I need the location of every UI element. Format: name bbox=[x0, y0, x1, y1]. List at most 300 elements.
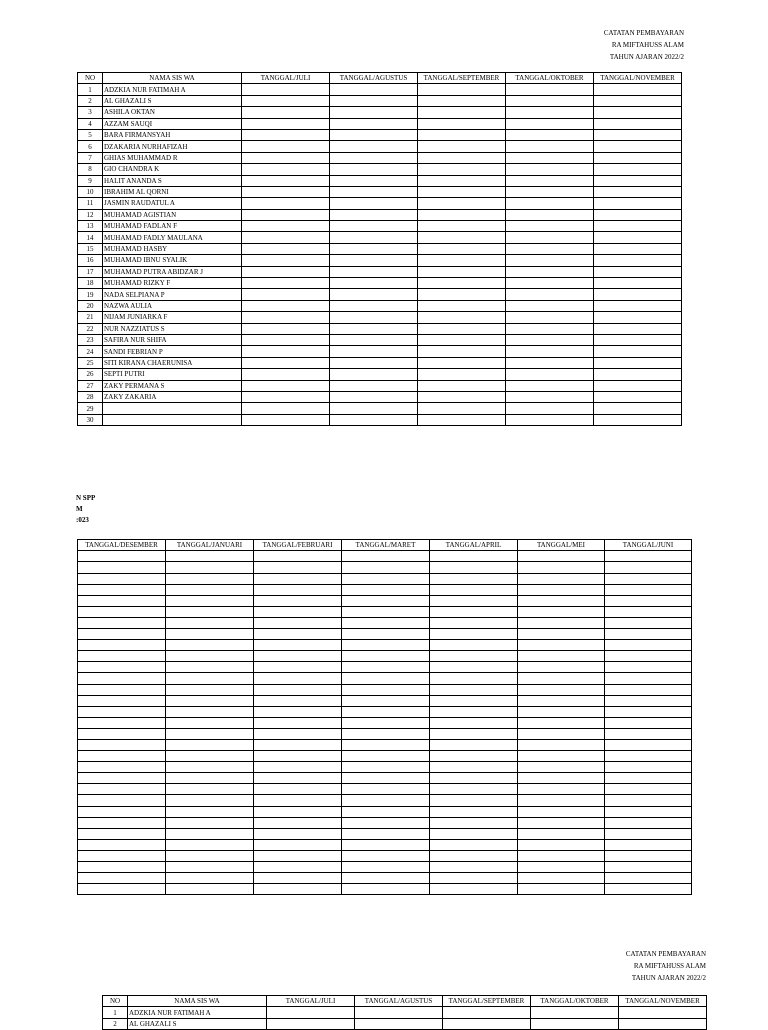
payment-cell bbox=[418, 357, 506, 368]
column-header: TANGGAL/NOVEMBER bbox=[619, 996, 707, 1007]
payment-cell bbox=[594, 84, 682, 95]
row-number: 25 bbox=[78, 357, 103, 368]
payment-cell bbox=[418, 141, 506, 152]
row-number: 13 bbox=[78, 221, 103, 232]
payment-cell bbox=[430, 795, 518, 806]
column-header: TANGGAL/JULI bbox=[267, 996, 355, 1007]
payment-cell bbox=[330, 209, 418, 220]
payment-cell bbox=[166, 773, 254, 784]
table-row bbox=[78, 728, 692, 739]
payment-cell bbox=[342, 873, 430, 884]
payment-cell bbox=[330, 357, 418, 368]
payment-cell bbox=[506, 118, 594, 129]
payment-cell bbox=[418, 129, 506, 140]
table-row bbox=[78, 175, 682, 186]
payment-cell bbox=[594, 346, 682, 357]
payment-cell bbox=[518, 873, 605, 884]
payment-cell bbox=[506, 141, 594, 152]
row-number: 24 bbox=[78, 346, 103, 357]
payment-cell bbox=[430, 662, 518, 673]
header-year-2: TAHUN AJARAN 2022/2 bbox=[631, 974, 706, 982]
payment-cell bbox=[518, 651, 605, 662]
payment-cell bbox=[166, 673, 254, 684]
column-header: TANGGAL/FEBRUARI bbox=[254, 540, 342, 551]
payment-cell bbox=[518, 850, 605, 861]
payment-cell bbox=[166, 617, 254, 628]
payment-cell bbox=[242, 334, 330, 345]
payment-cell bbox=[254, 739, 342, 750]
column-header: NO bbox=[78, 73, 103, 84]
header-title-2: CATATAN PEMBAYARAN bbox=[625, 950, 706, 958]
payment-cell bbox=[518, 773, 605, 784]
payment-cell bbox=[430, 573, 518, 584]
payment-cell bbox=[594, 141, 682, 152]
payment-cell bbox=[78, 673, 166, 684]
payment-cell bbox=[242, 243, 330, 254]
payment-cell bbox=[242, 198, 330, 209]
payment-cell bbox=[430, 562, 518, 573]
payment-cell bbox=[518, 739, 605, 750]
payment-cell bbox=[518, 640, 605, 651]
payment-cell bbox=[518, 751, 605, 762]
student-name: MUHAMAD RIZKY F bbox=[103, 278, 242, 289]
payment-cell bbox=[506, 243, 594, 254]
row-number: 1 bbox=[103, 1007, 128, 1018]
table-row bbox=[78, 595, 692, 606]
table-row bbox=[78, 129, 682, 140]
student-name: MUHAMAD IBNU SYALIK bbox=[103, 255, 242, 266]
payment-cell bbox=[418, 346, 506, 357]
payment-cell bbox=[166, 629, 254, 640]
payment-cell bbox=[330, 255, 418, 266]
payment-table-1 bbox=[77, 72, 682, 426]
payment-cell bbox=[342, 817, 430, 828]
payment-cell bbox=[594, 198, 682, 209]
payment-cell bbox=[506, 380, 594, 391]
payment-cell bbox=[605, 728, 692, 739]
payment-cell bbox=[78, 850, 166, 861]
payment-cell bbox=[518, 817, 605, 828]
payment-cell bbox=[506, 152, 594, 163]
payment-cell bbox=[342, 739, 430, 750]
table-row bbox=[78, 839, 692, 850]
payment-table-3 bbox=[102, 995, 707, 1030]
payment-cell bbox=[166, 751, 254, 762]
payment-cell bbox=[254, 562, 342, 573]
table-row bbox=[78, 357, 682, 368]
payment-cell bbox=[418, 414, 506, 425]
payment-cell bbox=[342, 551, 430, 562]
row-number: 12 bbox=[78, 209, 103, 220]
table-row bbox=[78, 369, 682, 380]
payment-cell bbox=[342, 573, 430, 584]
payment-cell bbox=[342, 828, 430, 839]
payment-cell bbox=[605, 551, 692, 562]
payment-cell bbox=[78, 839, 166, 850]
table-row bbox=[78, 243, 682, 254]
payment-cell bbox=[166, 884, 254, 895]
payment-cell bbox=[430, 684, 518, 695]
payment-cell bbox=[342, 850, 430, 861]
column-header: TANGGAL/NOVEMBER bbox=[594, 73, 682, 84]
payment-cell bbox=[78, 817, 166, 828]
row-number: 9 bbox=[78, 175, 103, 186]
payment-cell bbox=[430, 862, 518, 873]
payment-cell bbox=[166, 684, 254, 695]
payment-cell bbox=[166, 562, 254, 573]
row-number: 17 bbox=[78, 266, 103, 277]
payment-cell bbox=[594, 186, 682, 197]
payment-cell bbox=[78, 662, 166, 673]
table-row bbox=[78, 209, 682, 220]
student-name: DZAKARIA NURHAFIZAH bbox=[103, 141, 242, 152]
payment-cell bbox=[418, 95, 506, 106]
payment-cell bbox=[242, 232, 330, 243]
payment-cell bbox=[605, 739, 692, 750]
row-number: 2 bbox=[78, 95, 103, 106]
payment-cell bbox=[242, 141, 330, 152]
payment-cell bbox=[506, 369, 594, 380]
payment-cell bbox=[605, 717, 692, 728]
payment-cell bbox=[242, 107, 330, 118]
table-row bbox=[78, 334, 682, 345]
payment-cell bbox=[242, 278, 330, 289]
payment-cell bbox=[594, 403, 682, 414]
payment-cell bbox=[242, 186, 330, 197]
payment-cell bbox=[78, 773, 166, 784]
payment-cell bbox=[342, 839, 430, 850]
payment-cell bbox=[430, 706, 518, 717]
table-row bbox=[78, 141, 682, 152]
payment-cell bbox=[518, 806, 605, 817]
payment-cell bbox=[330, 221, 418, 232]
payment-cell bbox=[242, 289, 330, 300]
payment-cell bbox=[605, 828, 692, 839]
payment-cell bbox=[78, 862, 166, 873]
payment-cell bbox=[418, 266, 506, 277]
payment-cell bbox=[605, 584, 692, 595]
payment-cell bbox=[342, 884, 430, 895]
payment-cell bbox=[418, 334, 506, 345]
payment-cell bbox=[330, 414, 418, 425]
table-row bbox=[78, 84, 682, 95]
payment-cell bbox=[330, 289, 418, 300]
payment-cell bbox=[166, 584, 254, 595]
student-name: BARA FIRMANSYAH bbox=[103, 129, 242, 140]
table-row bbox=[78, 640, 692, 651]
payment-cell bbox=[242, 164, 330, 175]
payment-cell bbox=[594, 289, 682, 300]
page-header-fragment bbox=[76, 493, 95, 526]
payment-cell bbox=[518, 551, 605, 562]
payment-cell bbox=[330, 129, 418, 140]
payment-cell bbox=[267, 1007, 355, 1018]
payment-cell bbox=[418, 278, 506, 289]
column-header: NO bbox=[103, 996, 128, 1007]
payment-cell bbox=[254, 640, 342, 651]
row-number: 5 bbox=[78, 129, 103, 140]
payment-cell bbox=[430, 640, 518, 651]
student-name: HALIT ANANDA S bbox=[103, 175, 242, 186]
payment-cell bbox=[166, 828, 254, 839]
payment-cell bbox=[166, 739, 254, 750]
table-row bbox=[78, 186, 682, 197]
payment-cell bbox=[78, 751, 166, 762]
payment-cell bbox=[242, 209, 330, 220]
column-header: TANGGAL/APRIL bbox=[430, 540, 518, 551]
payment-cell bbox=[594, 209, 682, 220]
payment-cell bbox=[242, 300, 330, 311]
column-header: NAMA SIS WA bbox=[103, 73, 242, 84]
payment-cell bbox=[330, 141, 418, 152]
payment-cell bbox=[594, 323, 682, 334]
table-row bbox=[78, 717, 692, 728]
student-name: MUHAMAD FADLY MAULANA bbox=[103, 232, 242, 243]
payment-cell bbox=[242, 129, 330, 140]
payment-cell bbox=[605, 806, 692, 817]
column-header: TANGGAL/JULI bbox=[242, 73, 330, 84]
payment-cell bbox=[330, 380, 418, 391]
payment-cell bbox=[418, 209, 506, 220]
payment-cell bbox=[254, 684, 342, 695]
row-number: 30 bbox=[78, 414, 103, 425]
payment-cell bbox=[342, 717, 430, 728]
payment-cell bbox=[518, 862, 605, 873]
payment-cell bbox=[342, 673, 430, 684]
table-row bbox=[78, 695, 692, 706]
payment-cell bbox=[254, 806, 342, 817]
payment-cell bbox=[418, 152, 506, 163]
payment-cell bbox=[605, 573, 692, 584]
row-number: 22 bbox=[78, 323, 103, 334]
payment-cell bbox=[605, 884, 692, 895]
payment-cell bbox=[430, 673, 518, 684]
payment-cell bbox=[330, 369, 418, 380]
student-name: MUHAMAD HASBY bbox=[103, 243, 242, 254]
table-row bbox=[78, 817, 692, 828]
table-row bbox=[78, 751, 692, 762]
payment-cell bbox=[342, 773, 430, 784]
student-name: SANDI FEBRIAN P bbox=[103, 346, 242, 357]
student-name: ADZKIA NUR FATIMAH A bbox=[103, 84, 242, 95]
payment-cell bbox=[518, 662, 605, 673]
payment-cell bbox=[342, 617, 430, 628]
payment-cell bbox=[242, 414, 330, 425]
page-header-bottom bbox=[584, 948, 706, 984]
payment-cell bbox=[254, 606, 342, 617]
table-row bbox=[78, 255, 682, 266]
payment-cell bbox=[594, 118, 682, 129]
payment-cell bbox=[594, 391, 682, 402]
student-name: SAFIRA NUR SHIFA bbox=[103, 334, 242, 345]
payment-cell bbox=[330, 266, 418, 277]
payment-cell bbox=[166, 651, 254, 662]
payment-cell bbox=[506, 289, 594, 300]
payment-cell bbox=[605, 673, 692, 684]
table-row bbox=[78, 739, 692, 750]
header-title: CATATAN PEMBAYARAN bbox=[603, 29, 684, 37]
student-name: MUHAMAD PUTRA ABIDZAR J bbox=[103, 266, 242, 277]
payment-cell bbox=[430, 695, 518, 706]
table-row bbox=[78, 198, 682, 209]
payment-cell bbox=[605, 629, 692, 640]
table-row bbox=[78, 221, 682, 232]
payment-cell bbox=[605, 817, 692, 828]
row-number: 11 bbox=[78, 198, 103, 209]
table-row bbox=[78, 391, 682, 402]
payment-cell bbox=[418, 107, 506, 118]
student-name: GHIAS MUHAMMAD R bbox=[103, 152, 242, 163]
payment-cell bbox=[506, 186, 594, 197]
table-row bbox=[78, 289, 682, 300]
payment-cell bbox=[342, 862, 430, 873]
payment-cell bbox=[506, 323, 594, 334]
payment-cell bbox=[531, 1007, 619, 1018]
student-name: NUR NAZZIATUS S bbox=[103, 323, 242, 334]
payment-cell bbox=[506, 300, 594, 311]
table-row bbox=[78, 232, 682, 243]
payment-cell bbox=[254, 573, 342, 584]
payment-cell bbox=[594, 369, 682, 380]
payment-cell bbox=[430, 817, 518, 828]
payment-cell bbox=[78, 706, 166, 717]
payment-cell bbox=[330, 278, 418, 289]
payment-cell bbox=[605, 773, 692, 784]
payment-cell bbox=[594, 334, 682, 345]
payment-cell bbox=[418, 289, 506, 300]
table-row bbox=[78, 414, 682, 425]
payment-cell bbox=[605, 562, 692, 573]
payment-cell bbox=[166, 695, 254, 706]
payment-cell bbox=[418, 84, 506, 95]
payment-cell bbox=[518, 717, 605, 728]
table-row bbox=[78, 706, 692, 717]
payment-cell bbox=[418, 175, 506, 186]
payment-cell bbox=[430, 850, 518, 861]
payment-cell bbox=[418, 186, 506, 197]
payment-cell bbox=[78, 884, 166, 895]
payment-cell bbox=[605, 873, 692, 884]
row-number: 3 bbox=[78, 107, 103, 118]
column-header: TANGGAL/MEI bbox=[518, 540, 605, 551]
payment-cell bbox=[166, 595, 254, 606]
payment-cell bbox=[254, 728, 342, 739]
payment-cell bbox=[330, 198, 418, 209]
payment-cell bbox=[342, 640, 430, 651]
payment-cell bbox=[518, 706, 605, 717]
student-name: AL GHAZALI S bbox=[103, 95, 242, 106]
payment-cell bbox=[254, 828, 342, 839]
table-row bbox=[78, 606, 692, 617]
payment-cell bbox=[242, 357, 330, 368]
payment-cell bbox=[330, 391, 418, 402]
student-name: MUHAMAD AGISTIAN bbox=[103, 209, 242, 220]
payment-cell bbox=[518, 684, 605, 695]
row-number: 27 bbox=[78, 380, 103, 391]
payment-cell bbox=[342, 795, 430, 806]
payment-cell bbox=[242, 391, 330, 402]
payment-cell bbox=[605, 862, 692, 873]
student-name: ZAKY PERMANA S bbox=[103, 380, 242, 391]
student-name: MUHAMAD FADLAN F bbox=[103, 221, 242, 232]
payment-cell bbox=[506, 232, 594, 243]
payment-cell bbox=[506, 278, 594, 289]
payment-cell bbox=[506, 164, 594, 175]
header-fragment-1: N SPP bbox=[76, 494, 96, 502]
row-number: 1 bbox=[78, 84, 103, 95]
payment-cell bbox=[342, 806, 430, 817]
payment-cell bbox=[78, 784, 166, 795]
payment-cell bbox=[605, 784, 692, 795]
payment-cell bbox=[330, 312, 418, 323]
payment-cell bbox=[430, 784, 518, 795]
payment-cell bbox=[166, 662, 254, 673]
payment-cell bbox=[330, 118, 418, 129]
payment-cell bbox=[518, 617, 605, 628]
payment-cell bbox=[518, 629, 605, 640]
student-name bbox=[103, 403, 242, 414]
payment-cell bbox=[78, 562, 166, 573]
payment-cell bbox=[430, 773, 518, 784]
payment-cell bbox=[430, 717, 518, 728]
row-number: 23 bbox=[78, 334, 103, 345]
payment-cell bbox=[430, 629, 518, 640]
table-row bbox=[78, 562, 692, 573]
payment-cell bbox=[430, 884, 518, 895]
payment-cell bbox=[330, 403, 418, 414]
column-header: TANGGAL/JANUARI bbox=[166, 540, 254, 551]
payment-cell bbox=[506, 84, 594, 95]
table-row bbox=[78, 118, 682, 129]
payment-cell bbox=[518, 728, 605, 739]
student-name bbox=[103, 414, 242, 425]
payment-cell bbox=[254, 584, 342, 595]
payment-cell bbox=[605, 595, 692, 606]
payment-cell bbox=[78, 640, 166, 651]
payment-cell bbox=[78, 828, 166, 839]
payment-cell bbox=[342, 595, 430, 606]
payment-cell bbox=[242, 369, 330, 380]
payment-cell bbox=[594, 95, 682, 106]
payment-cell bbox=[418, 369, 506, 380]
payment-cell bbox=[605, 662, 692, 673]
payment-cell bbox=[330, 232, 418, 243]
student-name: ADZKIA NUR FATIMAH A bbox=[128, 1007, 267, 1018]
payment-cell bbox=[594, 107, 682, 118]
row-number: 29 bbox=[78, 403, 103, 414]
row-number: 18 bbox=[78, 278, 103, 289]
payment-cell bbox=[506, 312, 594, 323]
payment-cell bbox=[166, 717, 254, 728]
payment-cell bbox=[418, 164, 506, 175]
payment-cell bbox=[254, 762, 342, 773]
table-row bbox=[78, 164, 682, 175]
column-header: TANGGAL/MARET bbox=[342, 540, 430, 551]
payment-cell bbox=[254, 773, 342, 784]
payment-cell bbox=[254, 717, 342, 728]
payment-cell bbox=[254, 751, 342, 762]
table-row bbox=[78, 617, 692, 628]
payment-cell bbox=[342, 728, 430, 739]
table-row bbox=[78, 806, 692, 817]
table-row bbox=[78, 629, 692, 640]
payment-cell bbox=[78, 584, 166, 595]
table-row bbox=[78, 651, 692, 662]
payment-cell bbox=[342, 684, 430, 695]
payment-cell bbox=[506, 403, 594, 414]
student-name: SEPTI PUTRI bbox=[103, 369, 242, 380]
payment-cell bbox=[594, 380, 682, 391]
